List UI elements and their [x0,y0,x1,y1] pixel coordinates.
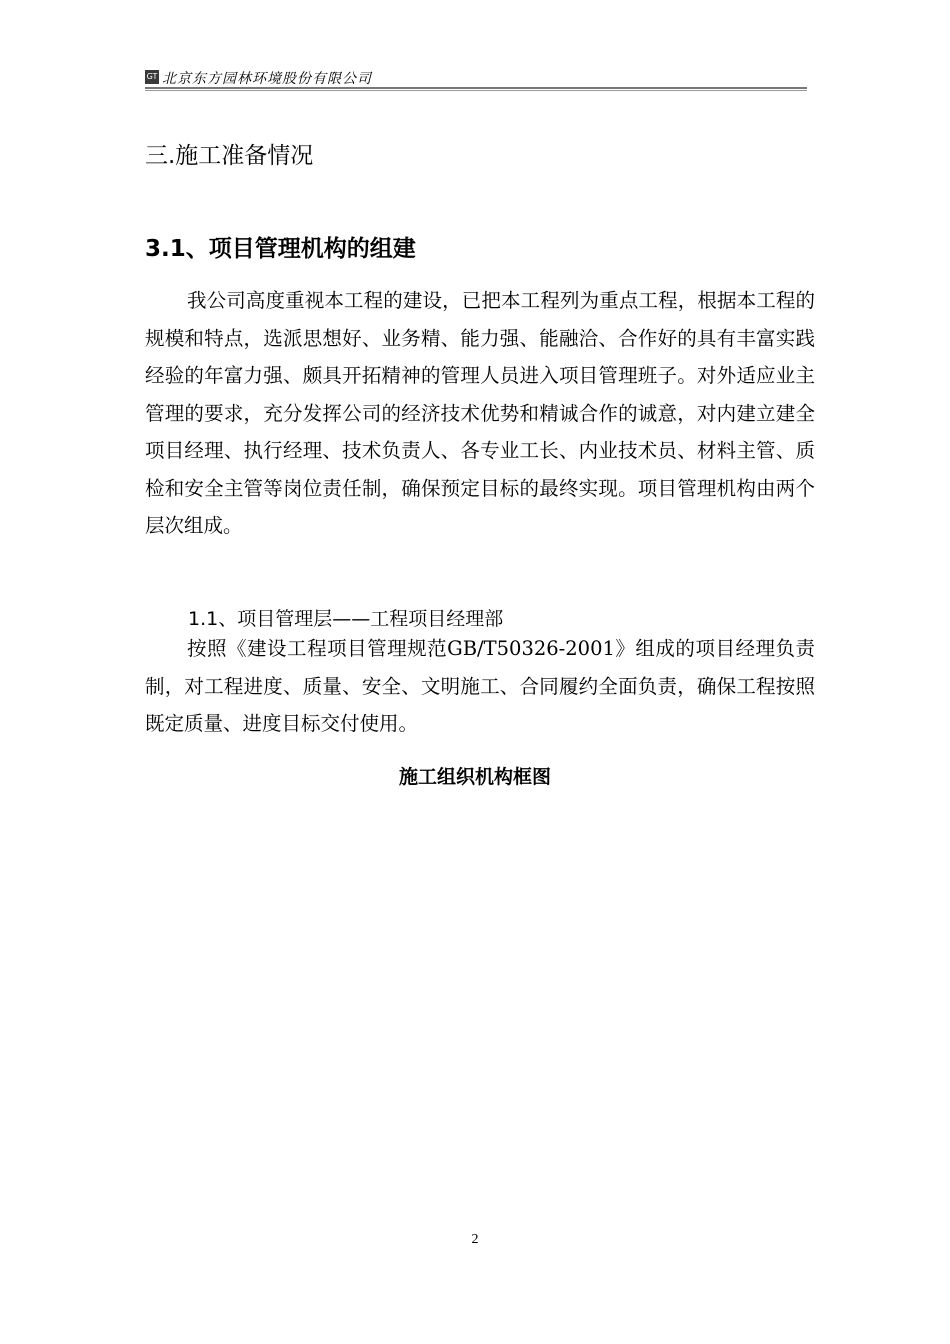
page-header [145,67,807,91]
section-title: 三.施工准备情况 [145,143,314,169]
header-rule [145,87,807,89]
header-rule-thin [145,90,807,91]
org-chart-caption: 施工组织机构框图 [398,766,551,788]
management-layer-paragraph: 按照《建设工程项目管理规范GB/T50326-2001》组成的项目经理负责制，对工程进度、质量、安全、文明施工、合同履约全面负责，确保工程按照既定质量、进度目标交付使用。 [145,637,815,735]
company-logo-icon: GT [145,70,159,84]
intro-paragraph: 我公司高度重视本工程的建设，已把本工程列为重点工程，根据本工程的规模和特点，选派思想好、业务精、能力强、能融洽、合作好的具有丰富实践经验的年富力强、颇具开拓精神的管理人员进入项目管理班子。对外适应业主管理的要求，充分发挥公司的经济技术优势和精诚合作的诚意，对内建立建全项目经理、执行经理、技术负责人、各专业工长、内业技术员、材料主管、质检和安全主管等岗位责任制，确保预定目标的最终实现。项目管理机构由两个层次组成。 [145,289,815,537]
subsection-title: 3.1、项目管理机构的组建 [145,236,416,262]
management-layer-heading: 1.1、项目管理层——工程项目经理部 [188,608,504,630]
page-number: 2 [471,1232,479,1247]
header-company-name: 北京东方园林环境股份有限公司 [162,71,372,87]
